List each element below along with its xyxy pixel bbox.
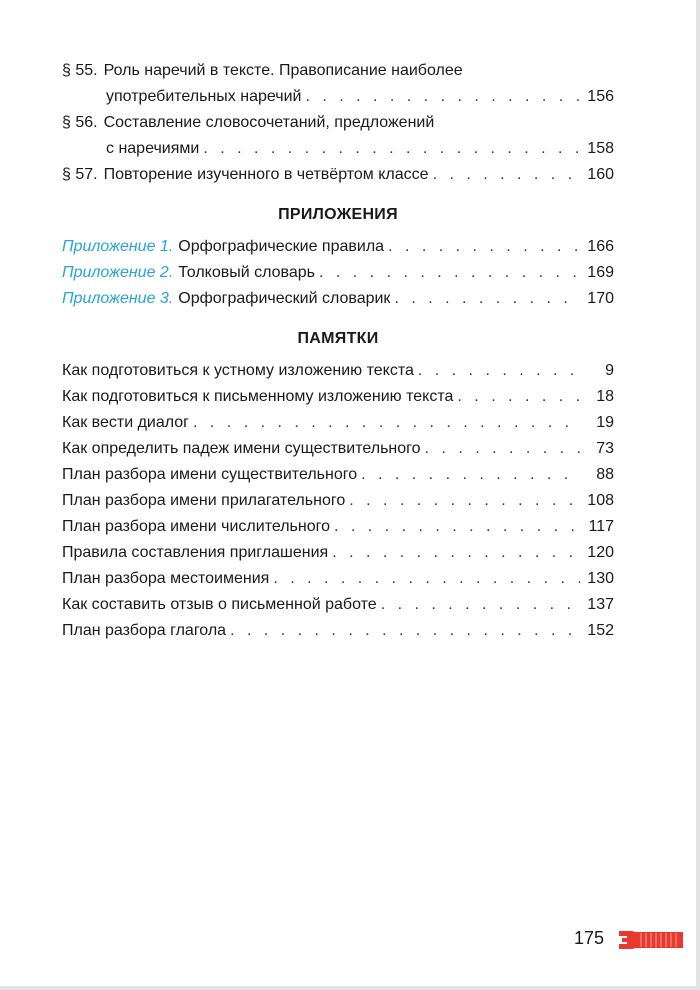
memo-page: 108 (587, 492, 614, 509)
memo-page: 130 (587, 570, 614, 587)
dot-leader (230, 618, 580, 644)
memo-entry[interactable] (62, 384, 614, 410)
appendix-page: 170 (587, 290, 614, 307)
dot-leader (273, 566, 580, 592)
dot-leader (394, 286, 580, 312)
memo-page: 117 (588, 518, 614, 535)
dot-leader (305, 84, 580, 110)
memo-entry[interactable] (62, 488, 614, 514)
dot-leader (334, 514, 580, 540)
toc-entry-title: Роль наречий в тексте. Правописание наиболее (103, 62, 463, 79)
memo-title: План разбора имени числительного (62, 518, 330, 535)
memo-title: Как определить падеж имени существительного (62, 440, 421, 457)
table-of-contents (62, 58, 614, 644)
memo-title: Правила составления приглашения (62, 544, 329, 561)
memo-entry[interactable] (62, 618, 614, 644)
memo-page: 137 (587, 596, 614, 613)
toc-entry-56-line2[interactable] (62, 136, 614, 162)
appendix-title: Орфографические правила (178, 238, 385, 255)
toc-entry-55-line1[interactable] (62, 58, 614, 84)
memo-entry[interactable] (62, 410, 614, 436)
memo-entry[interactable] (62, 540, 614, 566)
toc-entry-page: 160 (587, 166, 614, 183)
toc-entry-56-line1[interactable] (62, 110, 614, 136)
memo-title: Как подготовиться к письменному изложению текста (62, 388, 454, 405)
dot-leader (388, 234, 580, 260)
dot-leader (425, 436, 580, 462)
dot-leader (418, 358, 580, 384)
appendix-entry-1[interactable] (62, 234, 614, 260)
memo-title: Как подготовиться к устному изложению текста (62, 362, 414, 379)
appendix-label: Приложение 1. (62, 238, 174, 255)
dot-leader (349, 488, 580, 514)
memo-page: 9 (605, 362, 614, 379)
appendices-heading: ПРИЛОЖЕНИЯ (278, 206, 398, 223)
appendix-label: Приложение 3. (62, 290, 174, 307)
dot-leader (193, 410, 580, 436)
toc-entry-title: Составление словосочетаний, предложений (103, 114, 435, 131)
memo-entry[interactable] (62, 514, 614, 540)
appendix-page: 166 (587, 238, 614, 255)
memo-page: 18 (596, 388, 614, 405)
corner-mark-icon (617, 927, 683, 953)
toc-entry-number: § 55. (62, 62, 98, 79)
appendix-title: Толковый словарь (178, 264, 315, 281)
memo-page: 73 (596, 440, 614, 457)
appendix-page: 169 (587, 264, 614, 281)
appendix-entry-3[interactable] (62, 286, 614, 312)
memo-page: 152 (587, 622, 614, 639)
toc-entry-page: 158 (587, 140, 614, 157)
memo-entry[interactable] (62, 462, 614, 488)
dot-leader (361, 462, 580, 488)
appendix-entry-2[interactable] (62, 260, 614, 286)
memo-page: 120 (587, 544, 614, 561)
memo-page: 88 (596, 466, 614, 483)
memo-title: План разбора имени прилагательного (62, 492, 346, 509)
toc-entry-title-cont: употребительных наречий (106, 88, 302, 105)
memo-title: Как вести диалог (62, 414, 190, 431)
memos-heading: ПАМЯТКИ (297, 330, 379, 347)
toc-entry-title: Повторение изученного в четвёртом классе (103, 166, 429, 183)
memo-title: План разбора имени существительного (62, 466, 358, 483)
memo-entry[interactable] (62, 592, 614, 618)
dot-leader (203, 136, 580, 162)
appendix-label: Приложение 2. (62, 264, 174, 281)
toc-entry-number: § 56. (62, 114, 98, 131)
toc-entry-page: 156 (587, 88, 614, 105)
page-number: 175 (574, 928, 605, 948)
dot-leader (332, 540, 580, 566)
memo-title: План разбора глагола (62, 622, 227, 639)
dot-leader (319, 260, 580, 286)
toc-entry-title-cont: с наречиями (106, 140, 200, 157)
dot-leader (457, 384, 580, 410)
dot-leader (433, 162, 580, 188)
toc-entry-57[interactable] (62, 162, 614, 188)
memo-entry[interactable] (62, 358, 614, 384)
toc-entry-55-line2[interactable] (62, 84, 614, 110)
memo-title: План разбора местоимения (62, 570, 270, 587)
memo-entry[interactable] (62, 566, 614, 592)
memo-title: Как составить отзыв о письменной работе (62, 596, 377, 613)
memo-page: 19 (596, 414, 614, 431)
toc-entry-number: § 57. (62, 166, 98, 183)
memo-entry[interactable] (62, 436, 614, 462)
appendix-title: Орфографический словарик (178, 290, 391, 307)
dot-leader (381, 592, 580, 618)
